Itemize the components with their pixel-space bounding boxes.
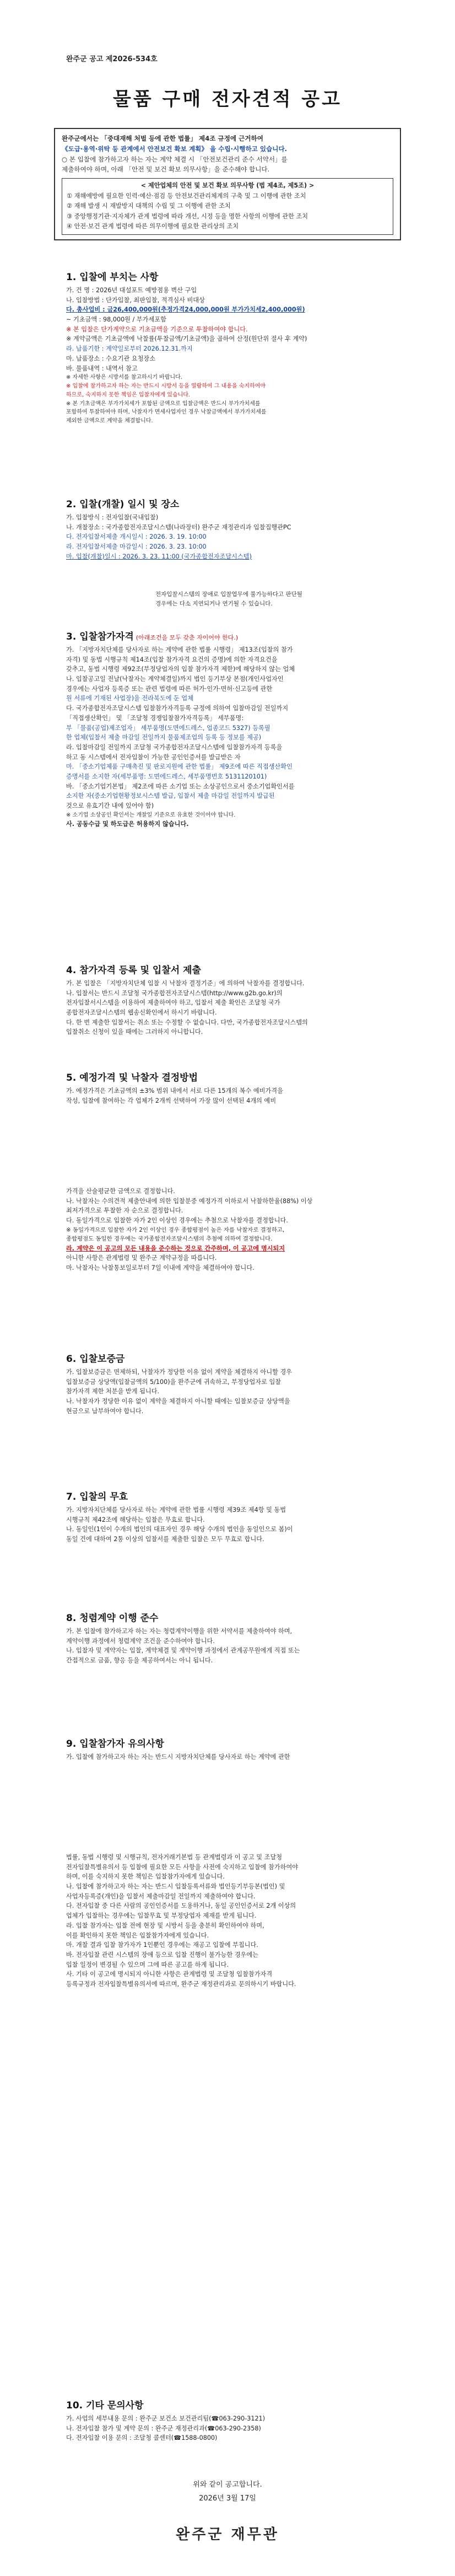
section-line: 나. 입찰자 및 계약자는 입찰, 계약체결 및 계약이행 과정에서 관계공무원에게 직접 또는 <box>66 1647 300 1655</box>
section-line: 부 「물품(공업)제조업자」 세부품명(도면에드레스, 업종코드 5327) 등록필 <box>66 724 270 732</box>
notice-date: 2026년 3월 17일 <box>199 2494 256 2503</box>
section-line: 입찰 일정이 변경될 수 있으며 그에 따른 공고를 하게 됩니다. <box>66 1961 229 1968</box>
obligation-item: ④ 안전·보건 관계 법령에 따른 의무이행에 필요한 관리상의 조치 <box>67 223 239 230</box>
section-title: 8. 청렴계약 이행 준수 <box>66 1613 159 1624</box>
section-line: 원 서류에 기재된 사업장)을 전라북도에 둔 업체 <box>66 695 194 702</box>
notice-number: 완주군 공고 제2026-534호 <box>66 55 158 63</box>
section-line: 등록규정과 전자입찰특별유의서에 따르며, 완주군 재정관리과로 문의하시기 바랍니다. <box>66 1980 296 1988</box>
section-line: 법률, 동법 시행령 및 시행규칙, 전자거래기본법 등 관계법령과 이 공고 및 조달청 <box>66 1854 283 1861</box>
section-line: 마. 낙찰자는 낙찰통보일로부터 7일 이내에 계약을 체결하여야 합니다. <box>66 1264 254 1271</box>
intro-line: 《도급·용역·위탁 등 관계에서 안전보건 확보 계획》 을 수립·시행하고 있습니다. <box>62 144 288 153</box>
section-line: 나. 동일인(1인이 수개의 법인의 대표자인 경우 해당 수개의 법인을 동일인으로 봄)이 <box>66 1526 293 1533</box>
section-line: 라. 전자입찰서제출 마감일시 : 2026. 3. 23. 10:00 <box>66 543 207 551</box>
section-line: 전자입찰서시스템을 이용하여 제출하여야 하고, 입찰서 제출 확인은 조달청 국가 <box>66 999 280 1007</box>
intro-line: ○ 본 입찰에 참가하고자 하는 자는 계약 체결 시 「안전보건관리 준수 서약서」를 <box>62 155 288 163</box>
section-title: 7. 입찰의 무효 <box>66 1491 128 1502</box>
section-line: 제외한 금액으로 계약을 체결합니다. <box>66 418 153 425</box>
intro-line: 제출하여야 하며, 아래 「안전 및 보건 확보 의무사항」을 준수해야 합니다. <box>62 165 270 174</box>
section-body <box>66 1752 397 1762</box>
section-line: 계약이행 과정에서 청렴계약 조건을 준수하여야 합니다. <box>66 1637 215 1645</box>
section-body <box>66 1367 397 1416</box>
section-body <box>66 2414 397 2443</box>
section-line: 바. 전자입찰 관련 시스템의 장애 등으로 입찰 진행이 불가능한 경우에는 <box>66 1951 258 1958</box>
section-title: 6. 입찰보증금 <box>66 1354 125 1365</box>
section-line: 가. 건 명 : 2026년 대설포트 예방점용 벽산 구입 <box>66 287 197 294</box>
section-line: 마. 입찰(개찰)일시 : 2026. 3. 23. 11:00 (국가종합전자조달시스템) <box>66 552 252 560</box>
obligation-item: ③ 중앙행정기관·지자체가 관계 법령에 따라 개선, 시정 등을 명한 사항의 이행에 관한 조치 <box>67 212 308 220</box>
section-line: 현금으로 납부하여야 합니다. <box>66 1407 144 1415</box>
section-title: 9. 입찰참가자 유의사항 <box>66 1738 164 1749</box>
section-title: 5. 예정가격 및 낙찰자 결정방법 <box>66 1072 198 1083</box>
section-line: 다. 전자입찰 이용 문의 : 조달청 콜센터(☎1588-0800) <box>66 2434 218 2442</box>
section-line: 포함하여 투찰하여야 하며, 낙찰자가 면세사업자인 경우 낙찰금액에서 부가가치세를 <box>66 409 267 416</box>
section-line: 동일 건에 대하여 2통 이상의 입찰서를 제출한 입찰은 모두 무효로 합니다. <box>66 1536 264 1543</box>
closing-text: 위와 같이 공고합니다. <box>193 2481 262 2489</box>
section-line: 라. 계약은 이 공고의 모든 내용을 준수하는 것으로 간주하며, 이 공고에 명시되지 <box>66 1244 285 1252</box>
issuer-signature: 완주군 재무관 <box>176 2526 279 2543</box>
section-line: 아니한 사항은 관계법령 및 완주군 계약규정을 따릅니다. <box>66 1254 217 1262</box>
section-title-note: (아래조건을 모두 갖춘 자이어야 한다.) <box>136 634 239 641</box>
section-line: ※ 입찰에 참가하고자 하는 자는 반드시 시방서 등을 열람하여 그 내용을 숙지하여야 <box>66 383 266 389</box>
section-line: 다. 한 번 제출한 입찰서는 취소 또는 수정할 수 없습니다. 다만, 국가종합전자조달시스템의 <box>66 1018 308 1026</box>
section-line: 나. 낙찰자는 수의견적 제출안내에 의한 입찰분중 예정가격 이하로서 낙찰하한율(88%) 이상 <box>66 1197 313 1205</box>
section-title: 1. 입찰에 부치는 사항 <box>66 272 159 283</box>
section-line: 다. 전자입찰서제출 개시일시 : 2026. 3. 19. 10:00 <box>66 533 207 541</box>
section-body <box>66 1505 397 1544</box>
safety-notice-box <box>54 128 401 240</box>
section-line: 가격을 산술평균한 금액으로 결정합니다. <box>66 1188 175 1195</box>
obligation-item: ① 재해예방에 필요한 인력·예산·점검 등 안전보건관리체계의 구축 및 그 이행에 관한 조치 <box>67 192 306 200</box>
page-title: 물품 구매 전자견적 공고 <box>113 88 342 110</box>
section-line: 가. 사업의 세부내용 문의 : 완주군 보건소 보건관리팀(☎063-290-3121) <box>66 2415 266 2422</box>
section-line: ※ 본 입찰은 단가계약으로 기초금액을 기준으로 투찰하여야 합니다. <box>66 325 248 333</box>
section-line: ※ 계약금액은 기초금액에 낙찰률(투찰금액/기초금액)을 곱하여 산정(원단위 절사 후 계약) <box>66 335 307 343</box>
section-title: 2. 입찰(개찰) 일시 및 장소 <box>66 499 180 510</box>
section-line: 이를 확인하지 못한 책임은 입찰참가자에게 있습니다. <box>66 1931 209 1939</box>
section-line: 가. 본 입찰에 참가하고자 하는 자는 청렴계약이행을 위한 서약서를 제출하여야 하며, <box>66 1628 292 1635</box>
section-title-text: 3. 입찰참가자격 <box>66 631 134 642</box>
section-line: 소지한 자(중소기업현황정보시스템 발급, 입찰서 제출 마감일 전일까지 발급된 <box>66 792 275 800</box>
section-line: 전자입찰특별유의서 등 입찰에 필요한 모든 사항을 사전에 숙지하고 입찰에 참가하여야 <box>66 1863 299 1871</box>
section-line: 가. 지방자치단체를 당사자로 하는 계약에 관한 법률 시행령 제39조 제4항 및 동법 <box>66 1506 286 1514</box>
section-body-cont <box>66 1853 397 1989</box>
section-line: 가. 본 입찰은 「지방자치단체 입찰 시 낙찰자 결정기준」에 의하여 낙찰자를 결정합니다. <box>66 980 305 987</box>
section-line: 마. 납품장소 : 수요기관 요청장소 <box>66 355 156 362</box>
section-line: 것으로 유효기간 내에 있어야 함) <box>66 802 154 809</box>
system-failure-note <box>155 590 398 608</box>
section-line: 나. 입찰공고일 전날(낙찰자는 계약체결일)까지 법인 등기부상 본점(개인사업자인 <box>66 675 284 683</box>
section-line: 작성, 입찰에 참여하는 각 업체가 2개씩 선택하여 가장 많이 선택된 4개의 예비 <box>66 1097 277 1104</box>
section-line: 가. 예정가격은 기초금액의 ±3% 범위 내에서 서로 다른 15개의 복수 예비가격을 <box>66 1087 283 1094</box>
obligation-item: ② 재해 발생 시 재발방지 대책의 수립 및 그 이행에 관한 조치 <box>67 202 231 210</box>
section-line: 바. 「중소기업기본법」 제2조에 따른 소기업 또는 소상공인으로서 중소기업확인서를 <box>66 782 295 790</box>
note-line: 경우에는 다소 지연되거나 연기될 수 있습니다. <box>155 600 273 607</box>
section-line: 다. 국가종합전자조달시스템 입찰참가자격등록 규정에 의하여 입찰마감일 전일까지 <box>66 705 289 712</box>
section-line: 사. 공동수급 및 하도급은 허용하지 않습니다. <box>66 820 189 828</box>
section-line: 마. 「중소기업제품 구매촉진 및 판로지원에 관한 법률」 제9조에 따른 직접생산확인 <box>66 763 292 771</box>
section-line: 가. 입찰에 참가하고자 하는 자는 반드시 지방자치단체를 당사자로 하는 계약에 관한 <box>66 1753 290 1761</box>
section-body <box>66 286 397 426</box>
section-line: 자격) 및 동법 시행규칙 제14조(입찰 참가자격 요건의 증명)에 의한 자격요건을 <box>66 656 278 663</box>
obligations-title: < 제안업체의 안전 및 보건 확보 의무사항 (법 제4조, 제5조) > <box>140 182 315 190</box>
section-line: 라. 입찰마감일 전일까지 조달청 국가종합전자조달시스템에 입찰참가자격 등록을 <box>66 743 283 751</box>
section-body-cont <box>66 1187 397 1273</box>
section-line: 사. 기타 이 공고에 명시되지 아니한 사항은 관계법령 및 조달청 입찰참가자격 <box>66 1971 273 1978</box>
section-line: 라. 납품기한 : 계약일로부터 2026.12.31.까지 <box>66 345 193 353</box>
section-body <box>66 1627 397 1666</box>
note-line: 전자입찰시스템의 장애로 입찰업무에 불가능하다고 판단될 <box>155 591 302 598</box>
obligations-box <box>62 178 393 234</box>
section-line: 나. 입찰방법 : 단가입찰, 최판입찰, 적격심사 비대상 <box>66 296 205 304</box>
section-line: 라. 입찰 참가자는 입찰 전에 현장 및 시방서 등을 충분히 확인하여야 하며, <box>66 1922 264 1929</box>
section-line: 바. 물품내역 : 내역서 참고 <box>66 364 138 372</box>
section-title <box>66 629 238 642</box>
section-line: 마. 개찰 결과 입찰 참가자가 1인뿐인 경우에는 재공고 입찰에 부칩니다. <box>66 1941 258 1949</box>
section-line: 「직접생산확인」 및 「조달청 경쟁입찰참가자격등록」 세부품명: <box>66 714 244 722</box>
section-line: 하며, 이를 숙지하지 못한 책임은 입찰참가자에게 있습니다. <box>66 1873 225 1881</box>
section-line: 나. 입찰서는 반드시 조달청 국가종합전자조달시스템(http://www.g2b.go.kr)의 <box>66 989 283 997</box>
section-body <box>66 513 397 561</box>
section-line: 하므로, 숙지하지 못한 책임은 입찰자에게 있습니다. <box>66 391 191 398</box>
section-line: 나. 전자입찰 참가 및 계약 문의 : 완주군 재정관리과(☎063-290-2358) <box>66 2424 261 2432</box>
section-title: 10. 기타 문의사항 <box>66 2400 144 2411</box>
section-line: 다. 전자입찰 중 다른 사람의 공인인증서를 도용하거나, 동일 공인인증서로 2개 이상의 <box>66 1902 296 1910</box>
section-line: 최저가격으로 투찰한 자 순으로 결정합니다. <box>66 1207 183 1215</box>
section-line: 나. 낙찰자가 정당한 이유 없이 계약을 체결하지 아니할 때에는 입찰보증금 상당액을 <box>66 1398 290 1405</box>
section-line: 시행규칙 제42조에 해당하는 입찰은 무효로 합니다. <box>66 1516 205 1523</box>
section-line: 하고 동 시스템에서 전자입찰이 가능한 공인인증서를 발급받은 자 <box>66 753 241 761</box>
section-line: 가. 입찰방식 : 전자입찰(국내입찰) <box>66 514 159 521</box>
section-line: ※ 소기업 소상공인 확인서는 개찰일 기준으로 유효한 것이어야 합니다. <box>66 812 236 818</box>
section-line: 다. 총사업비 : 금26,400,000원(추정가격24,000,000원 부가가치세2,400,000원) <box>66 306 305 314</box>
section-line: 가. 「지방자치단체를 당사자로 하는 계약에 관한 법률 시행령」 제13조(입찰의 참가 <box>66 646 293 653</box>
section-line: 한 업체(입찰서 제출 마감일 전일까지 물품제조업의 등록 등 정보를 제공) <box>66 734 262 742</box>
section-line: 사업자등록증(개인)을 입찰서 제출마감일 전일까지 제출하여야 합니다. <box>66 1892 256 1900</box>
section-line: 입찰보증금 상당액(입찰금액의 5/100)을 완주군에 귀속하고, 부정당업자로 입찰 <box>66 1378 281 1386</box>
section-line: ~ 기초금액 : 98,000원 / 부가세포함 <box>66 316 166 324</box>
section-line: ※ 자세한 사항은 시방서를 참고하시기 바랍니다. <box>66 374 182 381</box>
section-line: 참가자격 제한 처분을 받게 됩니다. <box>66 1388 160 1396</box>
section-body <box>66 979 397 1037</box>
section-body <box>66 1086 397 1105</box>
section-line: 간접적으로 금품, 향응 등을 제공하여서는 아니 됩니다. <box>66 1657 213 1665</box>
section-line: 경우에는 사업자 등록증 또는 관련 법령에 따른 허가·인가·면허·신고등에 관한 <box>66 685 273 693</box>
section-title: 4. 참가자격 등록 및 입찰서 제출 <box>66 965 201 976</box>
intro-line: 완주군에서는 「중대재해 처벌 등에 관한 법률」 제4조 규정에 근거하여 <box>62 135 263 142</box>
section-line: 입찰취소 신청이 있을 때에는 그러하지 아니합니다. <box>66 1028 203 1036</box>
section-body <box>66 645 397 829</box>
section-line: 다. 동일가격으로 입찰한 자가 2인 이상인 경우에는 추첨으로 낙찰자를 결정합니다. <box>66 1217 288 1225</box>
section-line: 업체가 입찰하는 경우에는 입찰무효 및 부정당업자 제재를 받게 됩니다. <box>66 1912 257 1920</box>
section-line: 갖추고, 동법 시행령 제92조(부정당업자의 입찰 참가자격 제한)에 해당하지 않는 업체 <box>66 666 295 673</box>
section-line: ※ 동일가격으로 입찰한 자가 2인 이상인 경우 종합평점이 높은 자를 낙찰자로 결정하고, <box>66 1226 285 1233</box>
section-line: 가. 입찰보증금은 면제하되, 낙찰자가 정당한 이유 없이 계약을 체결하지 아니할 경우 <box>66 1368 292 1376</box>
section-line: ※ 본 기초금액은 부가가치세가 포함된 금액으로 입찰금액은 반드시 부가가치세를 <box>66 400 261 407</box>
section-line: 종합전자조달시스템의 웹송신확인에서 하시기 바랍니다. <box>66 1009 217 1017</box>
section-line: 나. 개찰장소 : 국가종합전자조달시스템(나라장터) 완주군 재정관리과 입찰집행관PC <box>66 523 291 531</box>
section-line: 나. 입찰에 참가하고자 하는 자는 반드시 입찰등록서류와 법인등기부등본(법인) 및 <box>66 1883 285 1891</box>
section-line: 종합평점도 동일한 경우에는 국가종합전자조달시스템의 추첨에 의하여 결정합니다. <box>66 1236 273 1243</box>
section-line: 증명서를 소지한 자(세부품명: 도면에드레스, 세부품명번호 5131120101) <box>66 772 267 780</box>
